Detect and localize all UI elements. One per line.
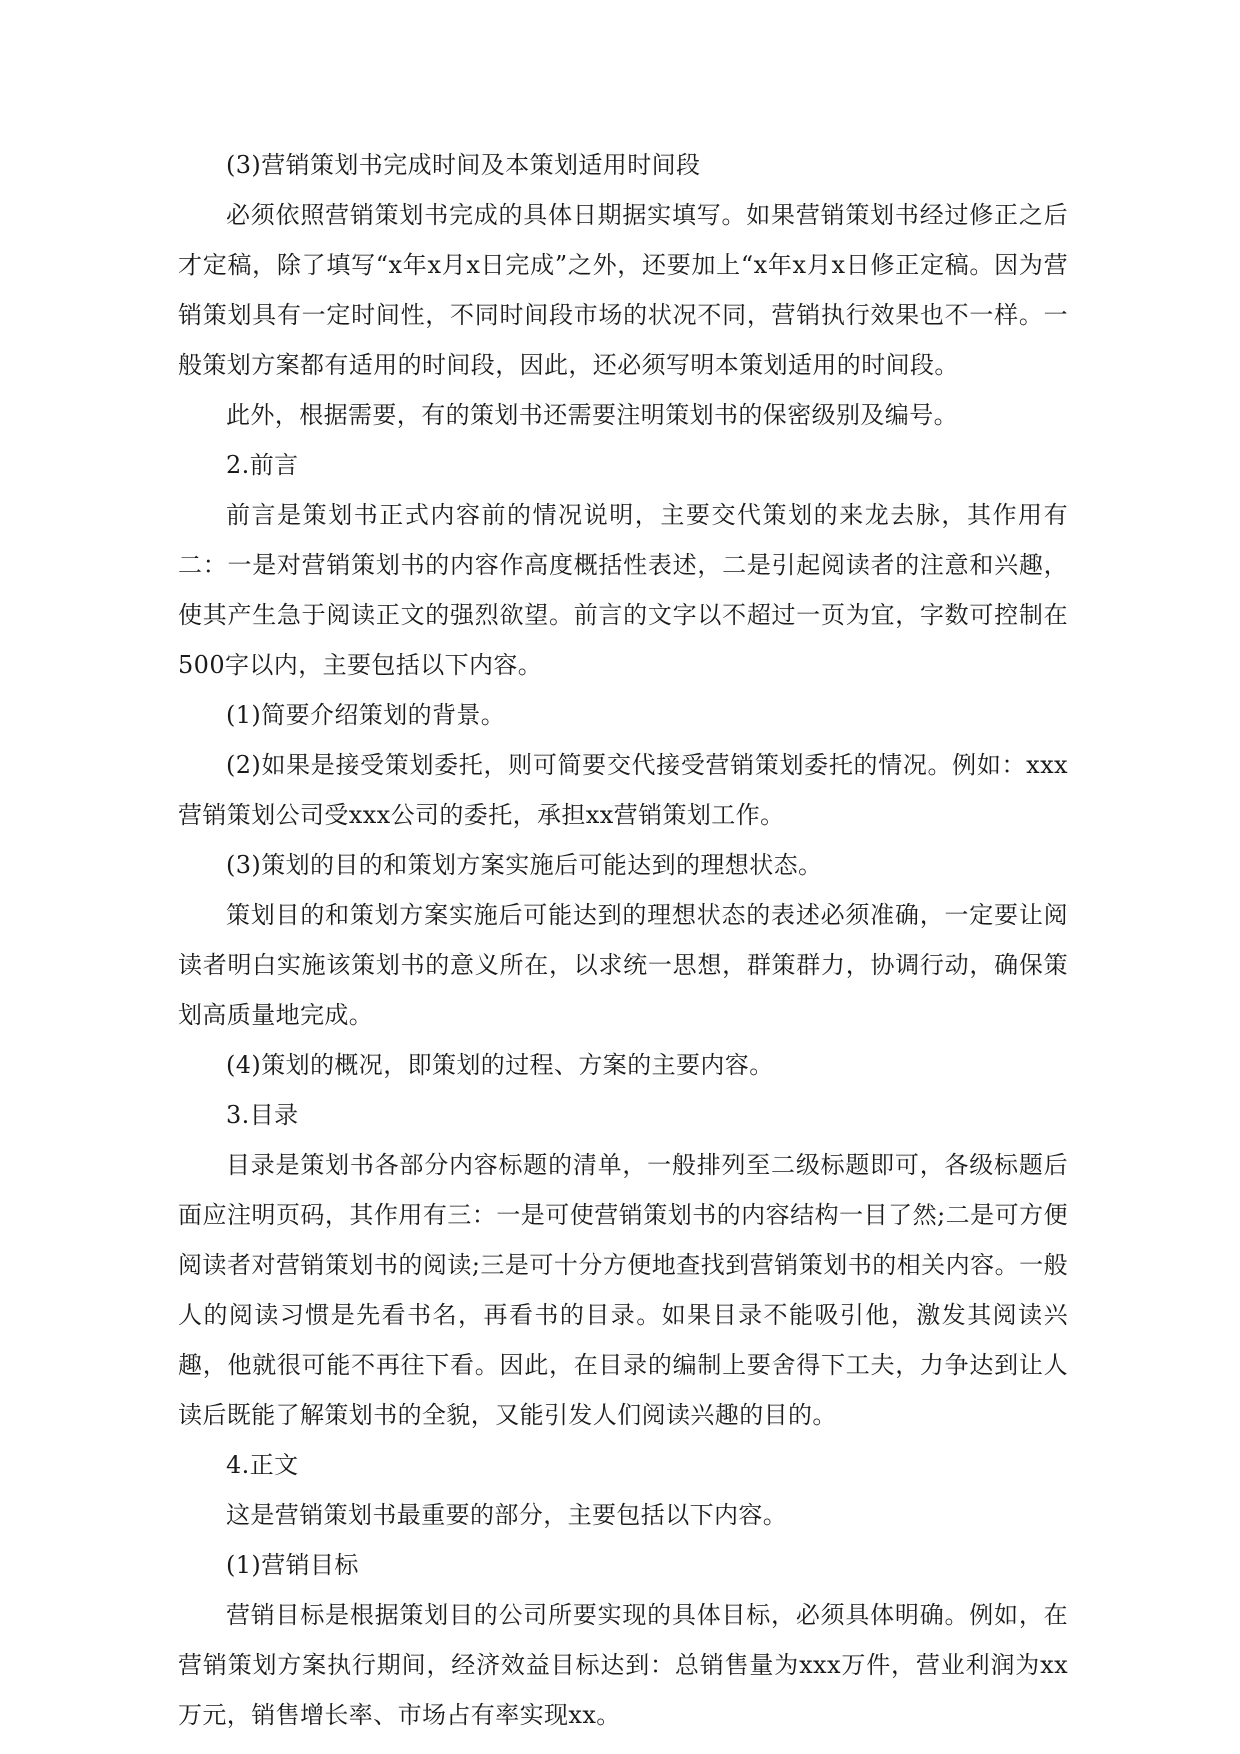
list-item-background: (1)简要介绍策划的背景。: [226, 701, 506, 729]
subheading-completion-time: (3)营销策划书完成时间及本策划适用时间段: [226, 151, 701, 179]
list-item-purpose: (3)策划的目的和策划方案实施后可能达到的理想状态。: [226, 851, 823, 879]
paragraph-marketing-goal-detail: 营销目标是根据策划目的公司所要实现的具体目标，必须具体明确。例如，在营销策划方案执行期间，经济效益目标达到：总销售量为xxx万件，营业利润为xx万元，销售增长率、市场占有率实现xx。: [178, 1601, 1068, 1729]
paragraph-main-body-intro: 这是营销策划书最重要的部分，主要包括以下内容。: [226, 1501, 788, 1529]
paragraph-preface-intro: 前言是策划书正式内容前的情况说明，主要交代策划的来龙去脉，其作用有二：一是对营销策划书的内容作高度概括性表述，二是引起阅读者的注意和兴趣，使其产生急于阅读正文的强烈欲望。前言的文字以不超过一页为宜，字数可控制在500字以内，主要包括以下内容。: [178, 501, 1068, 679]
heading-contents: 3.目录: [226, 1101, 299, 1129]
paragraph-contents-detail: 目录是策划书各部分内容标题的清单，一般排列至二级标题即可，各级标题后面应注明页码，其作用有三：一是可使营销策划书的内容结构一目了然;二是可方便阅读者对营销策划书的阅读;三是可十分方便地查找到营销策划书的相关内容。一般人的阅读习惯是先看书名，再看书的目录。如果目录不能吸引他，激发其阅读兴趣，他就很可能不再往下看。因此，在目录的编制上要舍得下工夫，力争达到让人读后既能了解策划书的全貌，又能引发人们阅读兴趣的目的。: [178, 1151, 1068, 1429]
subheading-marketing-goal: (1)营销目标: [226, 1551, 359, 1579]
list-item-commission: (2)如果是接受策划委托，则可简要交代接受营销策划委托的情况。例如：xxx营销策划公司受xxx公司的委托，承担xx营销策划工作。: [178, 751, 1068, 829]
list-item-overview: (4)策划的概况，即策划的过程、方案的主要内容。: [226, 1051, 774, 1079]
heading-main-body: 4.正文: [226, 1451, 299, 1479]
document-body: [178, 140, 1068, 1740]
heading-preface: 2.前言: [226, 451, 299, 479]
paragraph-confidentiality: 此外，根据需要，有的策划书还需要注明策划书的保密级别及编号。: [226, 401, 958, 429]
paragraph-purpose-detail: 策划目的和策划方案实施后可能达到的理想状态的表述必须准确，一定要让阅读者明白实施该策划书的意义所在，以求统一思想，群策群力，协调行动，确保策划高质量地完成。: [178, 901, 1068, 1029]
paragraph-completion-date: 必须依照营销策划书完成的具体日期据实填写。如果营销策划书经过修正之后才定稿，除了填写“x年x月x日完成”之外，还要加上“x年x月x日修正定稿。因为营销策划具有一定时间性，不同时间段市场的状况不同，营销执行效果也不一样。一般策划方案都有适用的时间段，因此，还必须写明本策划适用的时间段。: [178, 201, 1068, 379]
